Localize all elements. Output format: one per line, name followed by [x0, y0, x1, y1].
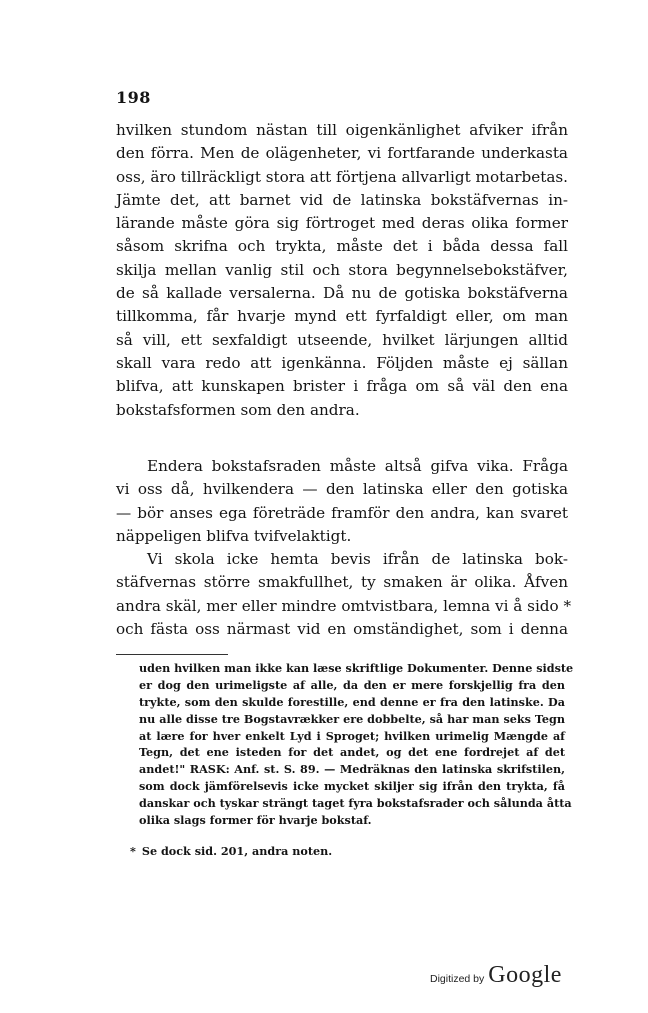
text-line: — bör anses ega företräde framför den andra, kan svaret: [116, 503, 568, 522]
footnote-rule: [116, 654, 228, 655]
text-line: skall vara redo att igenkänna. Följden måste ej sällan: [116, 353, 568, 372]
footnote-line: trykte, som den skulde forestille, end denne er fra den latinske. Da: [139, 694, 565, 709]
footnote-line: at lære for hver enkelt Lyd i Sproget; hvilken urimelig Mængde af: [139, 728, 565, 743]
footnote-star: [130, 843, 332, 860]
footnote-line: andet!" RASK: Anf. st. S. 89. — Medräknas den latinska skrifstilen,: [139, 762, 565, 777]
text-line: oss, äro tillräckligt stora att förtjena allvarligt motarbetas.: [116, 167, 568, 186]
footnote-line: er dog den urimeligste af alle, da den er mere forskjellig fra den: [139, 677, 565, 692]
main-text-block: [116, 119, 568, 422]
text-line: såsom skrifna och trykta, måste det i båda dessa fall: [116, 237, 568, 256]
text-line: skilja mellan vanlig stil och stora begynnelsebokstäfver,: [116, 260, 568, 279]
text-line: tillkomma, får hvarje mynd ett fyrfaldigt eller, om man: [116, 307, 568, 326]
text-line: andra skäl, mer eller mindre omtvistbara, lemna vi å sido *: [116, 596, 572, 615]
text-line: hvilken stundom nästan till oigenkänlighet afviker ifrån: [116, 121, 568, 139]
footnote: [139, 660, 574, 829]
footnote-line: nu alle disse tre Bogstavrækker ere dobbelte, så har man seks Tegn: [139, 711, 565, 726]
footnote-star-mark: *: [130, 844, 136, 858]
text-line: och fästa oss närmast vid en omständighet, som i denna: [116, 620, 568, 639]
text-line: blifva, att kunskapen brister i fråga om så väl den ena: [116, 377, 568, 396]
text-line: lärande måste göra sig förtroget med deras olika former: [116, 214, 568, 233]
text-line: Jämte det, att barnet vid de latinska bokstäfvernas in-: [116, 190, 568, 209]
text-line: så vill, ett sexfaldigt utseende, hvilket lärjungen alltid: [116, 330, 568, 349]
footnote-star-text: Se dock sid. 201, andra noten.: [141, 844, 333, 858]
watermark-label: Digitized by: [430, 973, 485, 985]
text-line: stäfvernas större smakfullhet, ty smaken är olika. Åfven: [116, 573, 568, 592]
text-line: Endera bokstafsraden måste altså gifva vika. Fråga: [147, 457, 568, 475]
text-line: de så kallade versalerna. Då nu de gotiska bokstäfverna: [116, 284, 568, 303]
footnote-line: som dock jämförelsevis icke mycket skiljer sig ifrån den trykta, få: [139, 779, 565, 794]
text-line: den förra. Men de olägenheter, vi fortfarande underkasta: [116, 144, 568, 163]
text-line: vi oss då, hvilkendera — den latinska eller den gotiska: [116, 480, 568, 499]
text-line: Vi skola icke hemta bevis ifrån de latinska bok-: [147, 550, 568, 569]
google-logo: Google: [488, 962, 562, 988]
text-line: bokstafsformen som den andra.: [116, 400, 360, 419]
footnote-line: danskar och tyskar strängt taget fyra bokstafsrader och sålunda åtta: [139, 796, 572, 811]
footnote-line: uden hvilken man ikke kan læse skriftlige Dokumenter. Denne sidste: [139, 661, 574, 675]
main-text-block-continued: [116, 455, 572, 641]
footnote-line: Tegn, det ene isteden for det andet, og det ene fordrejet af det: [139, 745, 565, 760]
digitized-watermark: [430, 962, 562, 989]
page-number: 198: [116, 88, 151, 107]
footnote-line: olika slags former för hvarje bokstaf.: [139, 813, 372, 828]
text-line: näppeligen blifva tvifvelaktigt.: [116, 526, 352, 545]
